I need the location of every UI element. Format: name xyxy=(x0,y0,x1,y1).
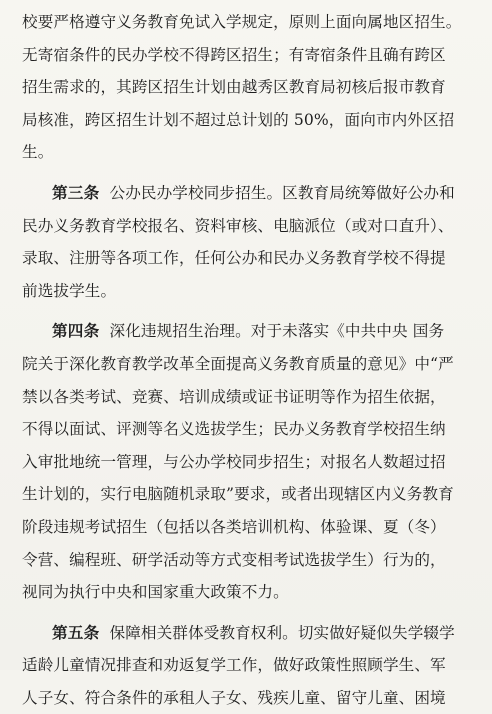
article-3-title: 第三条 xyxy=(52,183,100,202)
text-line: 生。 xyxy=(22,143,54,162)
text-line: 局核准，跨区招生计划不超过总计划的 50%，面向市内外区招 xyxy=(22,110,455,129)
text-line: 入审批地统一管理，与公办学校同步招生；对报名人数超过招 xyxy=(22,452,446,471)
text-line: 无寄宿条件的民办学校不得跨区招生；有寄宿条件且确有跨区 xyxy=(22,45,446,64)
text-line: 深化违规招生治理。对于未落实《中共中央 国务 xyxy=(109,322,445,341)
text-line: 阶段违规考试招生（包括以各类培训机构、体验课、夏（冬） xyxy=(22,517,446,536)
text-line: 生计划的，实行电脑随机录取”要求，或者出现辖区内义务教育 xyxy=(22,485,454,504)
article-3-first-line xyxy=(22,177,474,210)
article-5-first-line xyxy=(22,617,474,650)
article-4-paragraph xyxy=(22,315,474,608)
document-body xyxy=(22,6,474,714)
text-line: 招生需求的，其跨区招生计划由越秀区教育局初核后报市教育 xyxy=(22,78,446,97)
text-line: 人子女、符合条件的承租人子女、残疾儿童、留守儿童、困境 xyxy=(22,688,446,707)
paragraph-continuation xyxy=(22,6,474,169)
text-line: 院关于深化教育教学改革全面提高义务教育质量的意见》中“严 xyxy=(22,354,454,373)
text-line: 适龄儿童情况排查和劝返复学工作，做好政策性照顾学生、军 xyxy=(22,656,446,675)
text-line: 民办义务教育学校报名、资料审核、电脑派位（或对口直升）、 xyxy=(22,216,454,235)
text-line: 前选拔学生。 xyxy=(22,281,117,300)
text-line: 录取、注册等各项工作，任何公办和民办义务教育学校不得提 xyxy=(22,249,446,268)
article-4-title: 第四条 xyxy=(52,322,100,341)
article-4-first-line xyxy=(22,315,474,348)
article-3-paragraph xyxy=(22,177,474,307)
text-line: 保障相关群体受教育权利。切实做好疑似失学辍学 xyxy=(109,623,455,642)
article-5-title: 第五条 xyxy=(52,623,100,642)
text-line: 禁以各类考试、竞赛、培训成绩或证书证明等作为招生依据， xyxy=(22,387,446,406)
text-line: 视同为执行中央和国家重大政策不力。 xyxy=(22,583,289,602)
text-line: 不得以面试、评测等名义选拔学生；民办义务教育学校招生纳 xyxy=(22,420,446,439)
text-line: 令营、编程班、研学活动等方式变相考试选拔学生）行为的， xyxy=(22,550,446,569)
article-5-paragraph xyxy=(22,617,474,714)
text-line: 公办民办学校同步招生。区教育局统筹做好公办和 xyxy=(109,183,455,202)
text-line: 校要严格遵守义务教育免试入学规定，原则上面向属地区招生。 xyxy=(22,13,462,31)
